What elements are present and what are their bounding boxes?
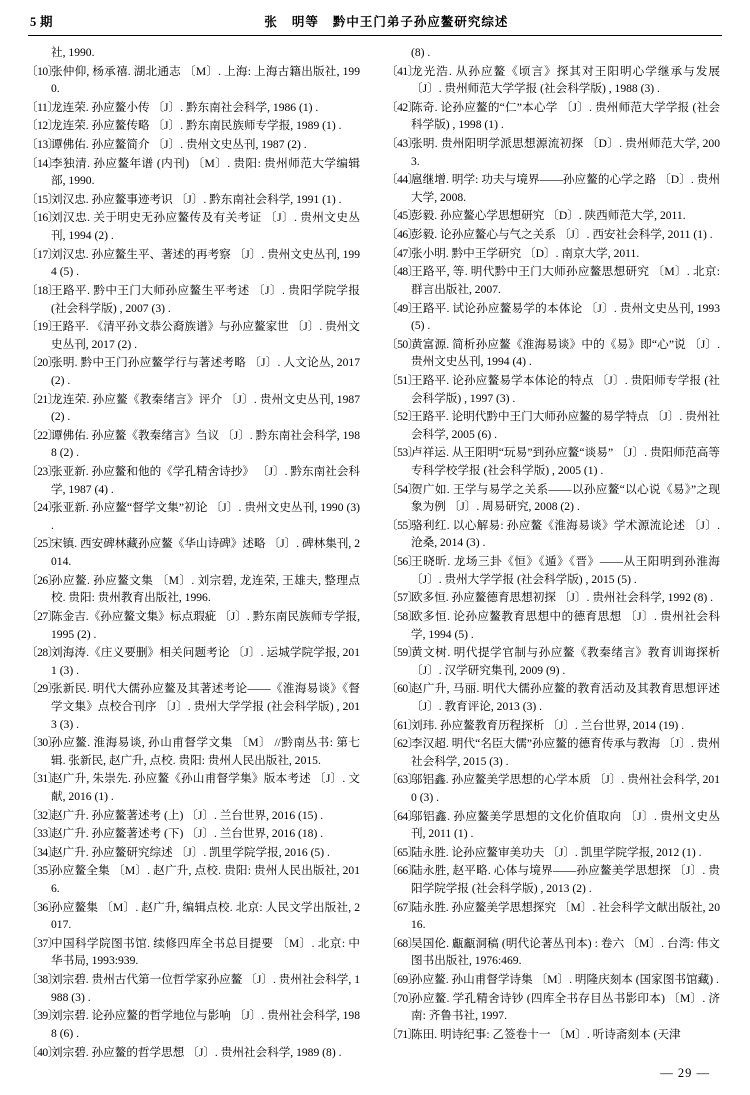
reference-text: 陆永胜. 孙应鳌美学思想探究 〔M〕. 社会科学文献出版社, 2016.: [411, 900, 720, 932]
reference-text: 张小明. 黔中王学研究 〔D〕. 南京大学, 2011.: [411, 246, 640, 260]
reference-item: [386, 808, 720, 843]
reference-item: [26, 770, 360, 805]
reference-item: [26, 499, 360, 534]
reference-number: 〔16〕: [26, 211, 59, 225]
reference-item: [26, 354, 360, 389]
page-footer: [0, 1066, 750, 1081]
reference-item: [386, 862, 720, 897]
reference-text: 卢祥运. 从王阳明“玩易”到孙应鳌“谈易” 〔J〕. 贵阳师范高等专科学校学报 (社会科学版) , 2005 (1) .: [411, 446, 720, 478]
reference-text: 谭佛佑. 孙应鳌《教秦绪言》刍议 〔J〕. 黔东南社会科学, 1988 (2) .: [51, 428, 360, 460]
reference-number: 〔26〕: [26, 573, 59, 587]
reference-text: 赵广升. 孙应鳌著述考 (上) 〔J〕. 兰台世界, 2016 (15) .: [51, 808, 324, 822]
header-rule: [28, 35, 722, 36]
reference-number: 〔40〕: [26, 1045, 59, 1059]
reference-item: [26, 862, 360, 897]
reference-text: 张亚新. 孙应鳌和他的《学孔精舍诗抄》 〔J〕. 黔东南社会科学, 1987 (4) .: [51, 465, 360, 496]
reference-item: [386, 481, 720, 516]
reference-item: [386, 771, 720, 806]
reference-text: 宋镇. 西安碑林藏孙应鳌《华山诗碑》述略 〔J〕. 碑林集刊, 2014.: [51, 537, 360, 569]
reference-item: [386, 245, 720, 263]
reference-item: [26, 427, 360, 462]
reference-text: 龙连荣. 孙应鳌《教秦绪言》评介 〔J〕. 贵州文史丛刊, 1987 (2) .: [51, 392, 360, 424]
reference-item: [386, 444, 720, 479]
reference-number: 〔37〕: [26, 936, 59, 950]
reference-text: 赵广升. 孙应鳌著述考 (下) 〔J〕. 兰台世界, 2016 (18) .: [51, 827, 324, 841]
reference-item: [26, 391, 360, 426]
reference-number: 〔69〕: [386, 973, 419, 987]
reference-item: [26, 825, 360, 843]
reference-text: 刘宗碧. 贵州古代第一位哲学家孙应鳌 〔J〕. 贵州社会科学, 1988 (3) .: [51, 973, 360, 1004]
reference-item: [26, 734, 360, 769]
reference-number: 〔46〕: [386, 228, 419, 242]
reference-text: 王路平. 试论孙应鳌易学的本体论 〔J〕. 贵州文史丛刊, 1993 (5) .: [411, 301, 720, 333]
reference-item: [386, 135, 720, 170]
reference-number: 〔65〕: [386, 845, 419, 859]
reference-item: [26, 99, 360, 117]
reference-text: 王晓昕. 龙场三卦《恒》《遁》《晋》——从王阳明到孙淮海 〔J〕. 贵州大学学报 (社会科学版) , 2015 (5) .: [411, 555, 720, 586]
reference-number: 〔63〕: [386, 773, 419, 787]
reference-number: 〔48〕: [386, 265, 419, 279]
reference-item: [386, 553, 720, 588]
reference-number: 〔33〕: [26, 827, 59, 841]
reference-item: [26, 246, 360, 281]
reference-item: [26, 1007, 360, 1042]
reference-text: 邬铝鑫. 孙应鳌美学思想的文化价值取向 〔J〕. 贵州文史丛刊, 2011 (1) .: [411, 809, 720, 841]
right-column: [386, 44, 720, 1041]
reference-item: [26, 971, 360, 1006]
reference-text: 刘汉忠. 孙应鳌生平、著述的再考察 〔J〕. 贵州文史丛刊, 1994 (5) .: [51, 247, 360, 279]
reference-number: 〔29〕: [26, 682, 59, 696]
reference-item: [26, 209, 360, 244]
reference-number: 〔67〕: [386, 900, 419, 914]
reference-text: 陆永胜. 论孙应鳌审美功夫 〔J〕. 凯里学院学报, 2012 (1) .: [411, 845, 702, 859]
reference-item: [26, 608, 360, 643]
reference-text: 张明. 黔中王门孙应鳌学行与著述考略 〔J〕. 人文论丛, 2017 (2) .: [51, 356, 360, 387]
reference-text: 欧多恒. 孙应鳌德育思想初探 〔J〕. 贵州社会科学, 1992 (8) .: [411, 591, 714, 605]
reference-number: 〔68〕: [386, 936, 419, 950]
reference-number: 〔23〕: [26, 465, 59, 479]
running-head-author2: 明等: [291, 15, 319, 29]
reference-item: [386, 408, 720, 443]
reference-item: [26, 463, 360, 498]
reference-number: 〔15〕: [26, 192, 59, 206]
reference-number: 〔60〕: [386, 682, 419, 696]
reference-item: [386, 735, 720, 770]
reference-text: 孙应鳌集 〔M〕. 赵广升, 编辑点校. 北京: 人民文学出版社, 2017.: [51, 900, 360, 932]
reference-number: 〔17〕: [26, 247, 59, 261]
reference-number: 〔58〕: [386, 609, 419, 623]
left-column: [26, 44, 360, 1059]
reference-text: 王路平. 论明代黔中王门大师孙应鳌的易学特点 〔J〕. 贵州社会科学, 2005 (6) .: [411, 410, 720, 441]
reference-text: 刘汉忠. 孙应鳌事迹考识 〔J〕. 黔东南社会科学, 1991 (1) .: [51, 192, 342, 206]
reference-text: 陆永胜, 赵平略. 心体与境界——孙应鳌美学思想探 〔J〕. 贵阳学院学报 (社会科学版) , 2013 (2) .: [411, 864, 720, 896]
reference-number: 〔42〕: [386, 100, 419, 114]
reference-text: 贺广如. 王学与易学之关系——以孙应鳌“以心说《易》”之现象为例 〔J〕. 周易研究, 2008 (2) .: [411, 482, 720, 514]
reference-number: 〔30〕: [26, 736, 59, 750]
reference-text: 李汉超. 明代“名臣大儒”孙应鳌的德育传承与教海 〔J〕. 贵州社会科学, 2015 (3) .: [411, 737, 720, 768]
reference-text: 刘宗碧. 论孙应鳌的哲学地位与影响 〔J〕. 贵州社会科学, 1988 (6) .: [51, 1009, 360, 1040]
reference-number: 〔56〕: [386, 555, 419, 569]
reference-item: [386, 608, 720, 643]
reference-text: 孙应鳌全集 〔M〕. 赵广升, 点校. 贵阳: 贵州人民出版社, 2016.: [51, 864, 360, 896]
reference-text: 孙应鳌. 淮海易谈, 孙山甫督学文集 〔M〕 //黔南丛书: 第七辑. 张新民, 赵广升, 点校. 贵阳: 贵州人民出版社, 2015.: [51, 736, 360, 767]
running-head-title: [53, 12, 720, 30]
reference-text: (8) .: [411, 46, 431, 59]
reference-number: 〔39〕: [26, 1009, 59, 1023]
reference-item-continuation: [26, 44, 360, 62]
reference-text: 龙光浩. 从孙应鳌《顷言》探其对王阳明心学继承与发展 〔J〕. 贵州师范大学学报 (社会科学版) , 1988 (3) .: [411, 64, 720, 96]
reference-item: [386, 207, 720, 225]
reference-number: 〔62〕: [386, 737, 419, 751]
reference-text: 陈田. 明诗纪事: 乙签卷十一 〔M〕. 听诗斋刻本 (天津: [411, 1027, 681, 1041]
reference-item: [386, 372, 720, 407]
reference-number: 〔64〕: [386, 809, 419, 823]
reference-item: [26, 63, 360, 98]
reference-item: [26, 155, 360, 190]
reference-number: 〔41〕: [386, 64, 419, 78]
reference-text: 刘海涛.《庄义要删》相关问题考论 〔J〕. 运城学院学报, 2011 (3) .: [51, 646, 360, 677]
reference-text: 张亚新. 孙应鳌“督学文集”初论 〔J〕. 贵州文史丛刊, 1990 (3) .: [51, 501, 360, 532]
reference-text: 中国科学院图书馆. 续修四库全书总目提要 〔M〕. 北京: 中华书局, 1993:939.: [51, 936, 360, 968]
reference-item: [386, 63, 720, 98]
reference-item: [386, 336, 720, 371]
running-head-author: 张: [264, 15, 278, 29]
reference-text: 王路平. 论孙应鳌易学本体论的特点 〔J〕. 贵阳师专学报 (社会科学版) , 1997 (3) .: [411, 373, 720, 405]
reference-item: [26, 282, 360, 317]
reference-item: [26, 935, 360, 970]
reference-number: 〔59〕: [386, 646, 419, 660]
reference-text: 陈奇. 论孙应鳌的“仁”本心学 〔J〕. 贵州师范大学学报 (社会科学版) , 1998 (1) .: [411, 100, 720, 132]
reference-number: 〔27〕: [26, 609, 59, 623]
reference-text: 彭毅. 孙应鳌心学思想研究 〔D〕. 陕西师范大学, 2011.: [411, 209, 686, 223]
reference-number: 〔45〕: [386, 209, 419, 223]
reference-text: 王路平. 黔中王门大师孙应鳌生平考述 〔J〕. 贵阳学院学报 (社会科学版) , 2007 (3) .: [51, 283, 360, 315]
reference-text: 社, 1990.: [51, 46, 95, 59]
reference-text: 孙应鳌. 孙应鳌文集 〔M〕. 刘宗碧, 龙连荣, 王雄夫, 整理点校. 贵阳: 贵州教育出版社, 1996.: [51, 573, 360, 605]
reference-text: 赵广升, 马丽. 明代大儒孙应鳌的教育活动及其教育思想评述 〔J〕. 教育评论, 2013 (3) .: [411, 682, 720, 713]
reference-text: 扈继增. 明学: 功夫与境界——孙应鳌的心学之路 〔D〕. 贵州大学, 2008.: [411, 173, 720, 204]
reference-text: 吴国伦. 甗甗洞稿 (明代论著丛刊本) : 卷六 〔M〕. 台湾: 伟文图书出版社, 1976:469.: [411, 936, 720, 968]
reference-text: 欧多恒. 论孙应鳌教育思想中的德育思想 〔J〕. 贵州社会科学, 1994 (5) .: [411, 609, 720, 641]
reference-number: 〔19〕: [26, 320, 59, 334]
reference-number: 〔14〕: [26, 156, 59, 170]
reference-text: 张明. 贵州阳明学派思想源流初探 〔D〕. 贵州师范大学, 2003.: [411, 137, 720, 168]
reference-number: 〔34〕: [26, 845, 59, 859]
reference-text: 王路平, 等. 明代黔中王门大师孙应鳌思想研究 〔M〕. 北京: 群言出版社, 2007.: [411, 265, 720, 296]
reference-item: [26, 844, 360, 862]
reference-text: 龙连荣. 孙应鳌小传 〔J〕. 黔东南社会科学, 1986 (1) .: [51, 100, 319, 114]
running-head-article-title: 黔中王门弟子孙应鳌研究综述: [332, 15, 509, 29]
reference-number: 〔49〕: [386, 301, 419, 315]
reference-item: [26, 535, 360, 570]
reference-item: [26, 644, 360, 679]
reference-text: 赵广升. 孙应鳌研究综述 〔J〕. 凯里学院学报, 2016 (5) .: [51, 845, 330, 859]
reference-text: 黄文树. 明代提学官制与孙应鳌《教秦绪言》教育训诲探析 〔J〕. 汉学研究集刊, 2009 (9) .: [411, 646, 720, 677]
reference-number: 〔44〕: [386, 173, 419, 187]
reference-item: [386, 717, 720, 735]
reference-item: [386, 899, 720, 934]
reference-text: 谭佛佑. 孙应鳌简介 〔J〕. 贵州文史丛刊, 1987 (2) .: [51, 138, 307, 152]
reference-item: [26, 117, 360, 135]
reference-number: 〔25〕: [26, 537, 59, 551]
reference-text: 黄富源. 简析孙应鳌《淮海易谈》中的《易》即“心”说 〔J〕. 贵州文史丛刊, 1994 (4) .: [411, 337, 720, 369]
reference-item: [386, 517, 720, 552]
reference-number: 〔61〕: [386, 718, 419, 732]
reference-item: [386, 935, 720, 970]
reference-number: 〔47〕: [386, 246, 419, 260]
reference-number: 〔57〕: [386, 591, 419, 605]
reference-text: 张新民. 明代大儒孙应鳌及其著述考论——《淮海易谈》《督学文集》点校合刊序 〔J〕. 贵州大学学报 (社会科学版) , 2013 (3) .: [51, 682, 360, 731]
reference-number: 〔50〕: [386, 337, 419, 351]
reference-text: 李独清. 孙应鳌年谱 (内刊) 〔M〕. 贵阳: 贵州师范大学编辑部, 1990.: [51, 156, 360, 188]
reference-number: 〔43〕: [386, 137, 419, 151]
reference-text: 刘宗碧. 孙应鳌的哲学思想 〔J〕. 贵州社会科学, 1989 (8) .: [51, 1045, 342, 1059]
reference-number: 〔22〕: [26, 428, 59, 442]
reference-text: 刘汉忠. 关于明史无孙应鳌传及有关考证 〔J〕. 贵州文史丛刊, 1994 (2) .: [51, 211, 360, 243]
reference-item: [26, 899, 360, 934]
reference-text: 陈金吉.《孙应鳌文集》标点瑕疵 〔J〕. 黔东南民族师专学报, 1995 (2) .: [51, 609, 360, 641]
reference-text: 赵广升, 朱崇先. 孙应鳌《孙山甫督学集》版本考述 〔J〕. 文献, 2016 (1) .: [51, 772, 360, 803]
reference-text: 骆利红. 以心解易: 孙应鳌《淮海易谈》学术源流论述 〔J〕. 沧桑, 2014 (3) .: [411, 518, 720, 550]
reference-number: 〔52〕: [386, 410, 419, 424]
reference-text: 邬铝鑫. 孙应鳌美学思想的心学本质 〔J〕. 贵州社会科学, 2010 (3) .: [411, 773, 720, 804]
running-head-issue: 5 期: [30, 15, 53, 29]
reference-item: [26, 191, 360, 209]
reference-columns: [26, 44, 724, 1059]
reference-item: [386, 300, 720, 335]
reference-text: 孙应鳌. 学孔精舍诗钞 (四库全书存目丛书影印本) 〔M〕. 济南: 齐鲁书社, 1997.: [411, 991, 720, 1023]
reference-item: [26, 136, 360, 154]
reference-number: 〔70〕: [386, 991, 419, 1005]
running-head: [26, 0, 724, 35]
reference-number: 〔18〕: [26, 283, 59, 297]
reference-number: 〔21〕: [26, 392, 59, 406]
reference-item: [386, 171, 720, 206]
reference-item: [386, 263, 720, 298]
reference-item: [386, 99, 720, 134]
reference-item: [386, 1026, 720, 1044]
reference-number: 〔51〕: [386, 373, 419, 387]
reference-number: 〔54〕: [386, 482, 419, 496]
page-number: — 29 —: [660, 1066, 710, 1080]
reference-item: [26, 572, 360, 607]
reference-item: [26, 680, 360, 733]
reference-item: [26, 318, 360, 353]
reference-text: 孙应鳌. 孙山甫督学诗集 〔M〕. 明隆庆刻本 (国家图书馆藏) .: [411, 973, 719, 987]
reference-item: [386, 844, 720, 862]
reference-item: [26, 807, 360, 825]
reference-number: 〔66〕: [386, 864, 419, 878]
reference-number: 〔38〕: [26, 973, 59, 987]
reference-number: 〔13〕: [26, 138, 59, 152]
reference-number: 〔35〕: [26, 864, 59, 878]
reference-text: 刘玮. 孙应鳌教育历程探析 〔J〕. 兰台世界, 2014 (19) .: [411, 718, 685, 732]
reference-text: 彭毅. 论孙应鳌心与气之关系 〔J〕. 西安社会科学, 2011 (1) .: [411, 228, 713, 242]
reference-item: [386, 589, 720, 607]
reference-text: 张仲仰, 杨承禧. 湖北通志 〔M〕. 上海: 上海古籍出版社, 1990.: [51, 64, 360, 96]
reference-item: [386, 644, 720, 679]
reference-item: [386, 226, 720, 244]
reference-number: 〔11〕: [26, 100, 59, 114]
reference-item-continuation: [386, 44, 720, 62]
reference-text: 龙连荣. 孙应鳌传略 〔J〕. 黔东南民族师专学报, 1989 (1) .: [51, 119, 342, 133]
reference-number: 〔53〕: [386, 446, 419, 460]
reference-number: 〔20〕: [26, 356, 59, 370]
reference-item: [386, 680, 720, 715]
reference-item: [386, 971, 720, 989]
reference-number: 〔32〕: [26, 808, 59, 822]
reference-number: 〔71〕: [386, 1027, 419, 1041]
reference-number: 〔24〕: [26, 501, 59, 515]
reference-item: [386, 990, 720, 1025]
reference-text: 王路平. 《清平孙文恭公裔族谱》与孙应鳌家世 〔J〕. 贵州文史丛刊, 2017 (2) .: [51, 320, 360, 351]
reference-number: 〔36〕: [26, 900, 59, 914]
reference-number: 〔10〕: [26, 64, 59, 78]
reference-number: 〔31〕: [26, 772, 59, 786]
reference-number: 〔12〕: [26, 119, 59, 133]
reference-number: 〔28〕: [26, 646, 59, 660]
reference-number: 〔55〕: [386, 518, 419, 532]
reference-item: [26, 1044, 360, 1062]
